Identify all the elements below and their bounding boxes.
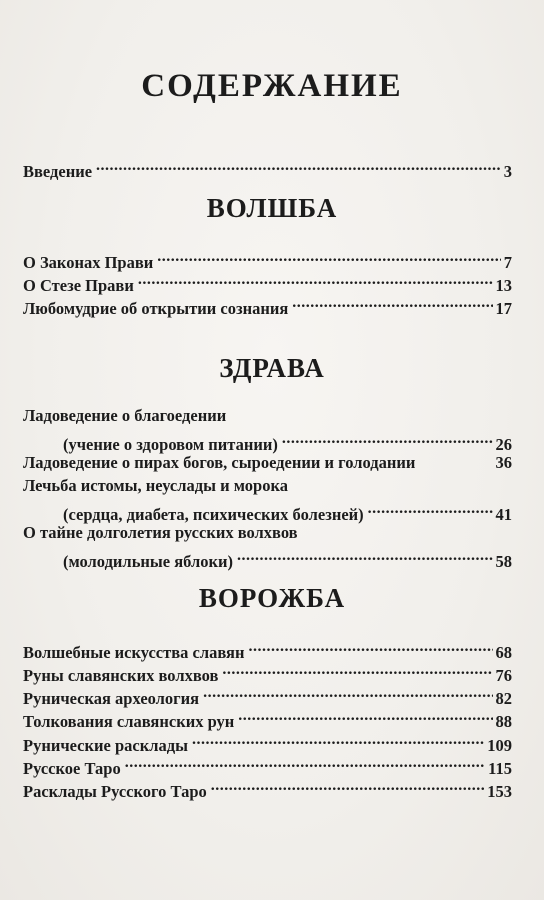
toc-entry: [23, 729, 512, 755]
toc-entry: [23, 705, 512, 731]
toc-page-number: 17: [495, 299, 512, 318]
toc-entry-label: Руны славянских волхвов: [23, 666, 219, 685]
toc-entry-title: О тайне долголетия русских волхвов: [23, 523, 298, 542]
toc-page-number: 7: [503, 253, 512, 272]
section-heading-zdrava: ЗДРАВА: [219, 353, 325, 383]
toc-entry: [63, 545, 512, 571]
toc-entry: [23, 636, 512, 662]
toc-page-number: 88: [495, 712, 512, 731]
page-title: СОДЕРЖАНИЕ: [141, 68, 403, 104]
toc-leader-dots: [248, 636, 492, 658]
toc-leader-dots: [238, 705, 492, 727]
toc-page-number: 41: [495, 505, 512, 524]
toc-entry-label: О Стезе Прави: [23, 276, 134, 295]
toc-leader-dots: [96, 155, 501, 177]
toc-leader-dots: [125, 752, 485, 774]
toc-entry: [23, 752, 512, 778]
toc-entry: [23, 775, 512, 801]
toc-page-number: 82: [495, 689, 512, 708]
toc-entry-title: Ладоведение о благоедении: [23, 406, 227, 425]
toc-page-number: 68: [495, 643, 512, 662]
toc-page-number: 153: [487, 782, 512, 801]
toc-leader-dots: [157, 246, 500, 268]
toc-entry-title: Лечьба истомы, неуслады и морока: [23, 476, 288, 495]
toc-page-number: 13: [495, 276, 512, 295]
toc-entry: [23, 292, 512, 318]
toc-leader-dots: [222, 659, 492, 681]
toc-entry-label: Расклады Русского Таро: [23, 782, 207, 801]
toc-leader-dots: [192, 729, 484, 751]
toc-page-number: 3: [503, 162, 512, 181]
toc-entry-label: (учение о здоровом питании): [63, 435, 278, 454]
toc-page-number: 58: [495, 552, 512, 571]
section-heading-vorozhba: ВОРОЖБА: [198, 583, 346, 613]
toc-entry: [23, 269, 512, 295]
toc-page-number: 109: [487, 736, 512, 755]
toc-leader-dots: [368, 498, 493, 520]
toc-page-number: 26: [495, 435, 512, 454]
toc-page-number: 36: [495, 453, 512, 472]
toc-leader-dots: [211, 775, 484, 797]
toc-page-number: 76: [495, 666, 512, 685]
toc-entry-label: О Законах Прави: [23, 253, 154, 272]
section-heading-volshba: ВОЛШБА: [206, 193, 338, 223]
toc-entry-label: Рунические расклады: [23, 736, 188, 755]
toc-page-number: 115: [488, 759, 512, 778]
toc-leader-dots: [282, 428, 493, 450]
toc-entry: [23, 659, 512, 685]
toc-entry-label: Любомудрие об открытии сознания: [23, 299, 289, 318]
toc-entry-label: Волшебные искусства славян: [23, 643, 245, 662]
toc-entry: [23, 452, 512, 474]
toc-entry-label: Введение: [23, 162, 93, 181]
toc-entry-label: Ладоведение о пирах богов, сыроедении и голодании: [23, 453, 416, 472]
toc-entry: [63, 428, 512, 454]
toc-entry: [63, 498, 512, 524]
toc-leader-dots: [203, 682, 492, 704]
toc-entry: [23, 246, 512, 272]
toc-entry-label: Руническая археология: [23, 689, 200, 708]
toc-entry-label: (молодильные яблоки): [63, 552, 234, 571]
toc-leader-dots: [138, 269, 493, 291]
toc-entry: [23, 682, 512, 708]
toc-leader-dots: [237, 545, 492, 567]
toc-entry-label: Русское Таро: [23, 759, 121, 778]
toc-entry-label: Толкования славянских рун: [23, 712, 235, 731]
toc-entry-intro: [23, 155, 512, 181]
toc-leader-dots: [292, 292, 492, 314]
toc-entry-label: (сердца, диабета, психических болезней): [63, 505, 364, 524]
